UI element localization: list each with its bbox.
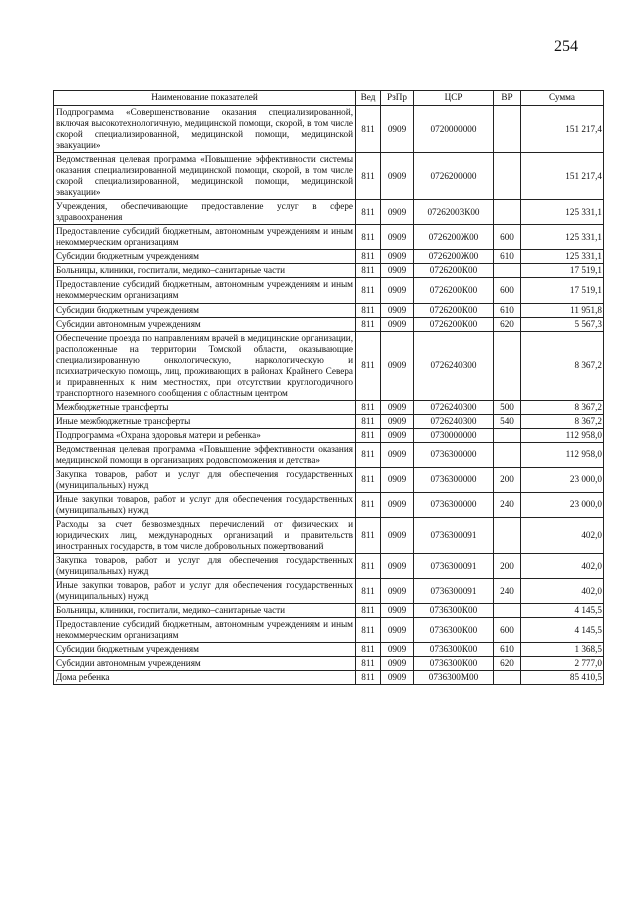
cell-sum: 112 958,0 — [521, 428, 604, 442]
cell-name: Закупка товаров, работ и услуг для обеспечения государственных (муниципальных) нужд — [54, 467, 356, 492]
cell-ved: 811 — [356, 106, 381, 153]
cell-csr: 0736300К00 — [414, 604, 494, 618]
cell-csr: 0736300000 — [414, 492, 494, 517]
cell-csr: 0730000000 — [414, 428, 494, 442]
table-row — [54, 671, 604, 685]
cell-sum: 4 145,5 — [521, 604, 604, 618]
cell-vr: 200 — [494, 467, 521, 492]
table-row — [54, 554, 604, 579]
header-vr: ВР — [494, 91, 521, 106]
cell-name: Предоставление субсидий бюджетным, автономным учреждениям и иным некоммерческим организациям — [54, 278, 356, 303]
cell-name: Закупка товаров, работ и услуг для обеспечения государственных (муниципальных) нужд — [54, 554, 356, 579]
cell-rzpr: 0909 — [381, 671, 414, 685]
cell-ved: 811 — [356, 442, 381, 467]
cell-sum: 8 367,2 — [521, 414, 604, 428]
cell-csr: 0726200К00 — [414, 303, 494, 317]
cell-name: Субсидии бюджетным учреждениям — [54, 250, 356, 264]
cell-ved: 811 — [356, 579, 381, 604]
cell-sum: 11 951,8 — [521, 303, 604, 317]
table-row — [54, 518, 604, 554]
cell-csr: 0726200Ж00 — [414, 250, 494, 264]
cell-ved: 811 — [356, 331, 381, 400]
cell-ved: 811 — [356, 414, 381, 428]
cell-name: Ведомственная целевая программа «Повышение эффективности оказания медицинской помощи в организациях родовспоможения и детства» — [54, 442, 356, 467]
cell-sum: 402,0 — [521, 554, 604, 579]
cell-vr — [494, 671, 521, 685]
cell-vr — [494, 518, 521, 554]
table-row — [54, 225, 604, 250]
cell-name: Обеспечение проезда по направлениям врачей в медицинские организации, расположенные на территории Томской области, оказывающие специализированную онкологическую, наркологическую и психиатрическую помощь, лиц, проживающих в районах Крайнего Севера и приравненных к ним местностях, при отсутствии круглогодичного транспортного наземного сообщения с областным центром — [54, 331, 356, 400]
header-csr: ЦСР — [414, 91, 494, 106]
cell-ved: 811 — [356, 278, 381, 303]
cell-csr: 0726240300 — [414, 414, 494, 428]
header-rzpr: РзПр — [381, 91, 414, 106]
cell-rzpr: 0909 — [381, 518, 414, 554]
cell-vr: 500 — [494, 400, 521, 414]
page-number: 254 — [554, 38, 578, 55]
cell-csr: 0736300091 — [414, 554, 494, 579]
cell-sum: 2 777,0 — [521, 657, 604, 671]
table-row — [54, 106, 604, 153]
cell-name: Иные закупки товаров, работ и услуг для обеспечения государственных (муниципальных) нужд — [54, 492, 356, 517]
cell-name: Предоставление субсидий бюджетным, автономным учреждениям и иным некоммерческим организациям — [54, 225, 356, 250]
cell-vr — [494, 604, 521, 618]
cell-vr — [494, 428, 521, 442]
cell-sum: 8 367,2 — [521, 400, 604, 414]
cell-csr: 0726200К00 — [414, 278, 494, 303]
cell-rzpr: 0909 — [381, 414, 414, 428]
cell-name: Ведомственная целевая программа «Повышение эффективности системы оказания специализированной медицинской помощи, скорой, в том числе скорой специализированной, медицинской помощи, медицинской эвакуации» — [54, 153, 356, 200]
cell-sum: 17 519,1 — [521, 278, 604, 303]
cell-ved: 811 — [356, 618, 381, 643]
cell-rzpr: 0909 — [381, 264, 414, 278]
table-row — [54, 303, 604, 317]
table-row — [54, 604, 604, 618]
cell-name: Подпрограмма «Совершенствование оказания специализированной, включая высокотехнологичную, медицинской помощи, скорой, в том числе скорой специализированной, медицинской помощи, медицинской эвакуации» — [54, 106, 356, 153]
cell-vr — [494, 264, 521, 278]
cell-csr: 0736300091 — [414, 579, 494, 604]
cell-ved: 811 — [356, 225, 381, 250]
cell-name: Дома ребенка — [54, 671, 356, 685]
table-row — [54, 331, 604, 400]
cell-csr: 0736300К00 — [414, 657, 494, 671]
cell-ved: 811 — [356, 671, 381, 685]
cell-rzpr: 0909 — [381, 579, 414, 604]
cell-csr: 0736300М00 — [414, 671, 494, 685]
cell-vr: 600 — [494, 618, 521, 643]
cell-ved: 811 — [356, 604, 381, 618]
cell-rzpr: 0909 — [381, 618, 414, 643]
cell-vr: 240 — [494, 492, 521, 517]
cell-csr: 0736300000 — [414, 467, 494, 492]
cell-rzpr: 0909 — [381, 106, 414, 153]
cell-rzpr: 0909 — [381, 643, 414, 657]
cell-ved: 811 — [356, 317, 381, 331]
cell-ved: 811 — [356, 200, 381, 225]
cell-vr: 610 — [494, 250, 521, 264]
cell-name: Субсидии бюджетным учреждениям — [54, 303, 356, 317]
cell-csr: 0726200К00 — [414, 317, 494, 331]
cell-csr: 07262003К00 — [414, 200, 494, 225]
table-row — [54, 317, 604, 331]
cell-sum: 112 958,0 — [521, 442, 604, 467]
cell-sum: 17 519,1 — [521, 264, 604, 278]
table-row — [54, 414, 604, 428]
cell-rzpr: 0909 — [381, 200, 414, 225]
cell-csr: 0726240300 — [414, 400, 494, 414]
cell-csr: 0726200К00 — [414, 264, 494, 278]
cell-name: Больницы, клиники, госпитали, медико–санитарные части — [54, 264, 356, 278]
cell-vr — [494, 200, 521, 225]
cell-ved: 811 — [356, 657, 381, 671]
table-row — [54, 467, 604, 492]
cell-rzpr: 0909 — [381, 657, 414, 671]
header-name: Наименование показателей — [54, 91, 356, 106]
table-row — [54, 250, 604, 264]
cell-sum: 125 331,1 — [521, 200, 604, 225]
cell-ved: 811 — [356, 400, 381, 414]
cell-ved: 811 — [356, 643, 381, 657]
cell-ved: 811 — [356, 250, 381, 264]
cell-rzpr: 0909 — [381, 153, 414, 200]
table-row — [54, 400, 604, 414]
cell-vr: 610 — [494, 303, 521, 317]
cell-vr: 540 — [494, 414, 521, 428]
cell-csr: 0736300091 — [414, 518, 494, 554]
cell-vr — [494, 153, 521, 200]
cell-vr: 620 — [494, 317, 521, 331]
table-row — [54, 618, 604, 643]
cell-vr: 600 — [494, 278, 521, 303]
cell-name: Учреждения, обеспечивающие предоставление услуг в сфере здравоохранения — [54, 200, 356, 225]
table-row — [54, 428, 604, 442]
cell-sum: 4 145,5 — [521, 618, 604, 643]
cell-rzpr: 0909 — [381, 303, 414, 317]
cell-ved: 811 — [356, 428, 381, 442]
cell-name: Расходы за счет безвозмездных перечислений от физических и юридических лиц, международных организаций и правительств иностранных государств, в том числе добровольных пожертвований — [54, 518, 356, 554]
header-sum: Сумма — [521, 91, 604, 106]
cell-sum: 1 368,5 — [521, 643, 604, 657]
cell-vr: 610 — [494, 643, 521, 657]
cell-sum: 402,0 — [521, 579, 604, 604]
cell-vr — [494, 106, 521, 153]
cell-name: Больницы, клиники, госпитали, медико–санитарные части — [54, 604, 356, 618]
cell-name: Межбюджетные трансферты — [54, 400, 356, 414]
cell-csr: 0736300К00 — [414, 643, 494, 657]
cell-sum: 5 567,3 — [521, 317, 604, 331]
cell-vr: 620 — [494, 657, 521, 671]
cell-ved: 811 — [356, 303, 381, 317]
cell-csr: 0726240300 — [414, 331, 494, 400]
cell-ved: 811 — [356, 153, 381, 200]
cell-csr: 0720000000 — [414, 106, 494, 153]
cell-rzpr: 0909 — [381, 317, 414, 331]
cell-ved: 811 — [356, 264, 381, 278]
table-header-row — [54, 91, 604, 106]
cell-vr — [494, 331, 521, 400]
cell-sum: 23 000,0 — [521, 467, 604, 492]
cell-name: Предоставление субсидий бюджетным, автономным учреждениям и иным некоммерческим организациям — [54, 618, 356, 643]
cell-name: Субсидии бюджетным учреждениям — [54, 643, 356, 657]
cell-name: Субсидии автономным учреждениям — [54, 317, 356, 331]
cell-sum: 151 217,4 — [521, 153, 604, 200]
cell-ved: 811 — [356, 492, 381, 517]
cell-rzpr: 0909 — [381, 492, 414, 517]
cell-rzpr: 0909 — [381, 331, 414, 400]
cell-rzpr: 0909 — [381, 467, 414, 492]
cell-csr: 0726200Ж00 — [414, 225, 494, 250]
budget-table — [53, 90, 604, 685]
cell-sum: 23 000,0 — [521, 492, 604, 517]
cell-ved: 811 — [356, 554, 381, 579]
table-row — [54, 200, 604, 225]
cell-rzpr: 0909 — [381, 278, 414, 303]
cell-vr: 200 — [494, 554, 521, 579]
table-row — [54, 657, 604, 671]
cell-sum: 125 331,1 — [521, 225, 604, 250]
cell-sum: 85 410,5 — [521, 671, 604, 685]
cell-rzpr: 0909 — [381, 250, 414, 264]
cell-ved: 811 — [356, 467, 381, 492]
table-row — [54, 153, 604, 200]
header-ved: Вед — [356, 91, 381, 106]
cell-csr: 0726200000 — [414, 153, 494, 200]
cell-rzpr: 0909 — [381, 554, 414, 579]
cell-csr: 0736300К00 — [414, 618, 494, 643]
cell-ved: 811 — [356, 518, 381, 554]
cell-name: Иные межбюджетные трансферты — [54, 414, 356, 428]
table-row — [54, 492, 604, 517]
table-row — [54, 643, 604, 657]
cell-sum: 125 331,1 — [521, 250, 604, 264]
cell-vr — [494, 442, 521, 467]
cell-rzpr: 0909 — [381, 604, 414, 618]
cell-rzpr: 0909 — [381, 400, 414, 414]
cell-sum: 8 367,2 — [521, 331, 604, 400]
cell-csr: 0736300000 — [414, 442, 494, 467]
table-row — [54, 264, 604, 278]
cell-rzpr: 0909 — [381, 428, 414, 442]
cell-vr: 600 — [494, 225, 521, 250]
table-row — [54, 442, 604, 467]
cell-rzpr: 0909 — [381, 225, 414, 250]
cell-name: Иные закупки товаров, работ и услуг для обеспечения государственных (муниципальных) нужд — [54, 579, 356, 604]
cell-name: Подпрограмма «Охрана здоровья матери и ребенка» — [54, 428, 356, 442]
cell-rzpr: 0909 — [381, 442, 414, 467]
cell-name: Субсидии автономным учреждениям — [54, 657, 356, 671]
cell-vr: 240 — [494, 579, 521, 604]
table-row — [54, 278, 604, 303]
cell-sum: 402,0 — [521, 518, 604, 554]
cell-sum: 151 217,4 — [521, 106, 604, 153]
table-row — [54, 579, 604, 604]
